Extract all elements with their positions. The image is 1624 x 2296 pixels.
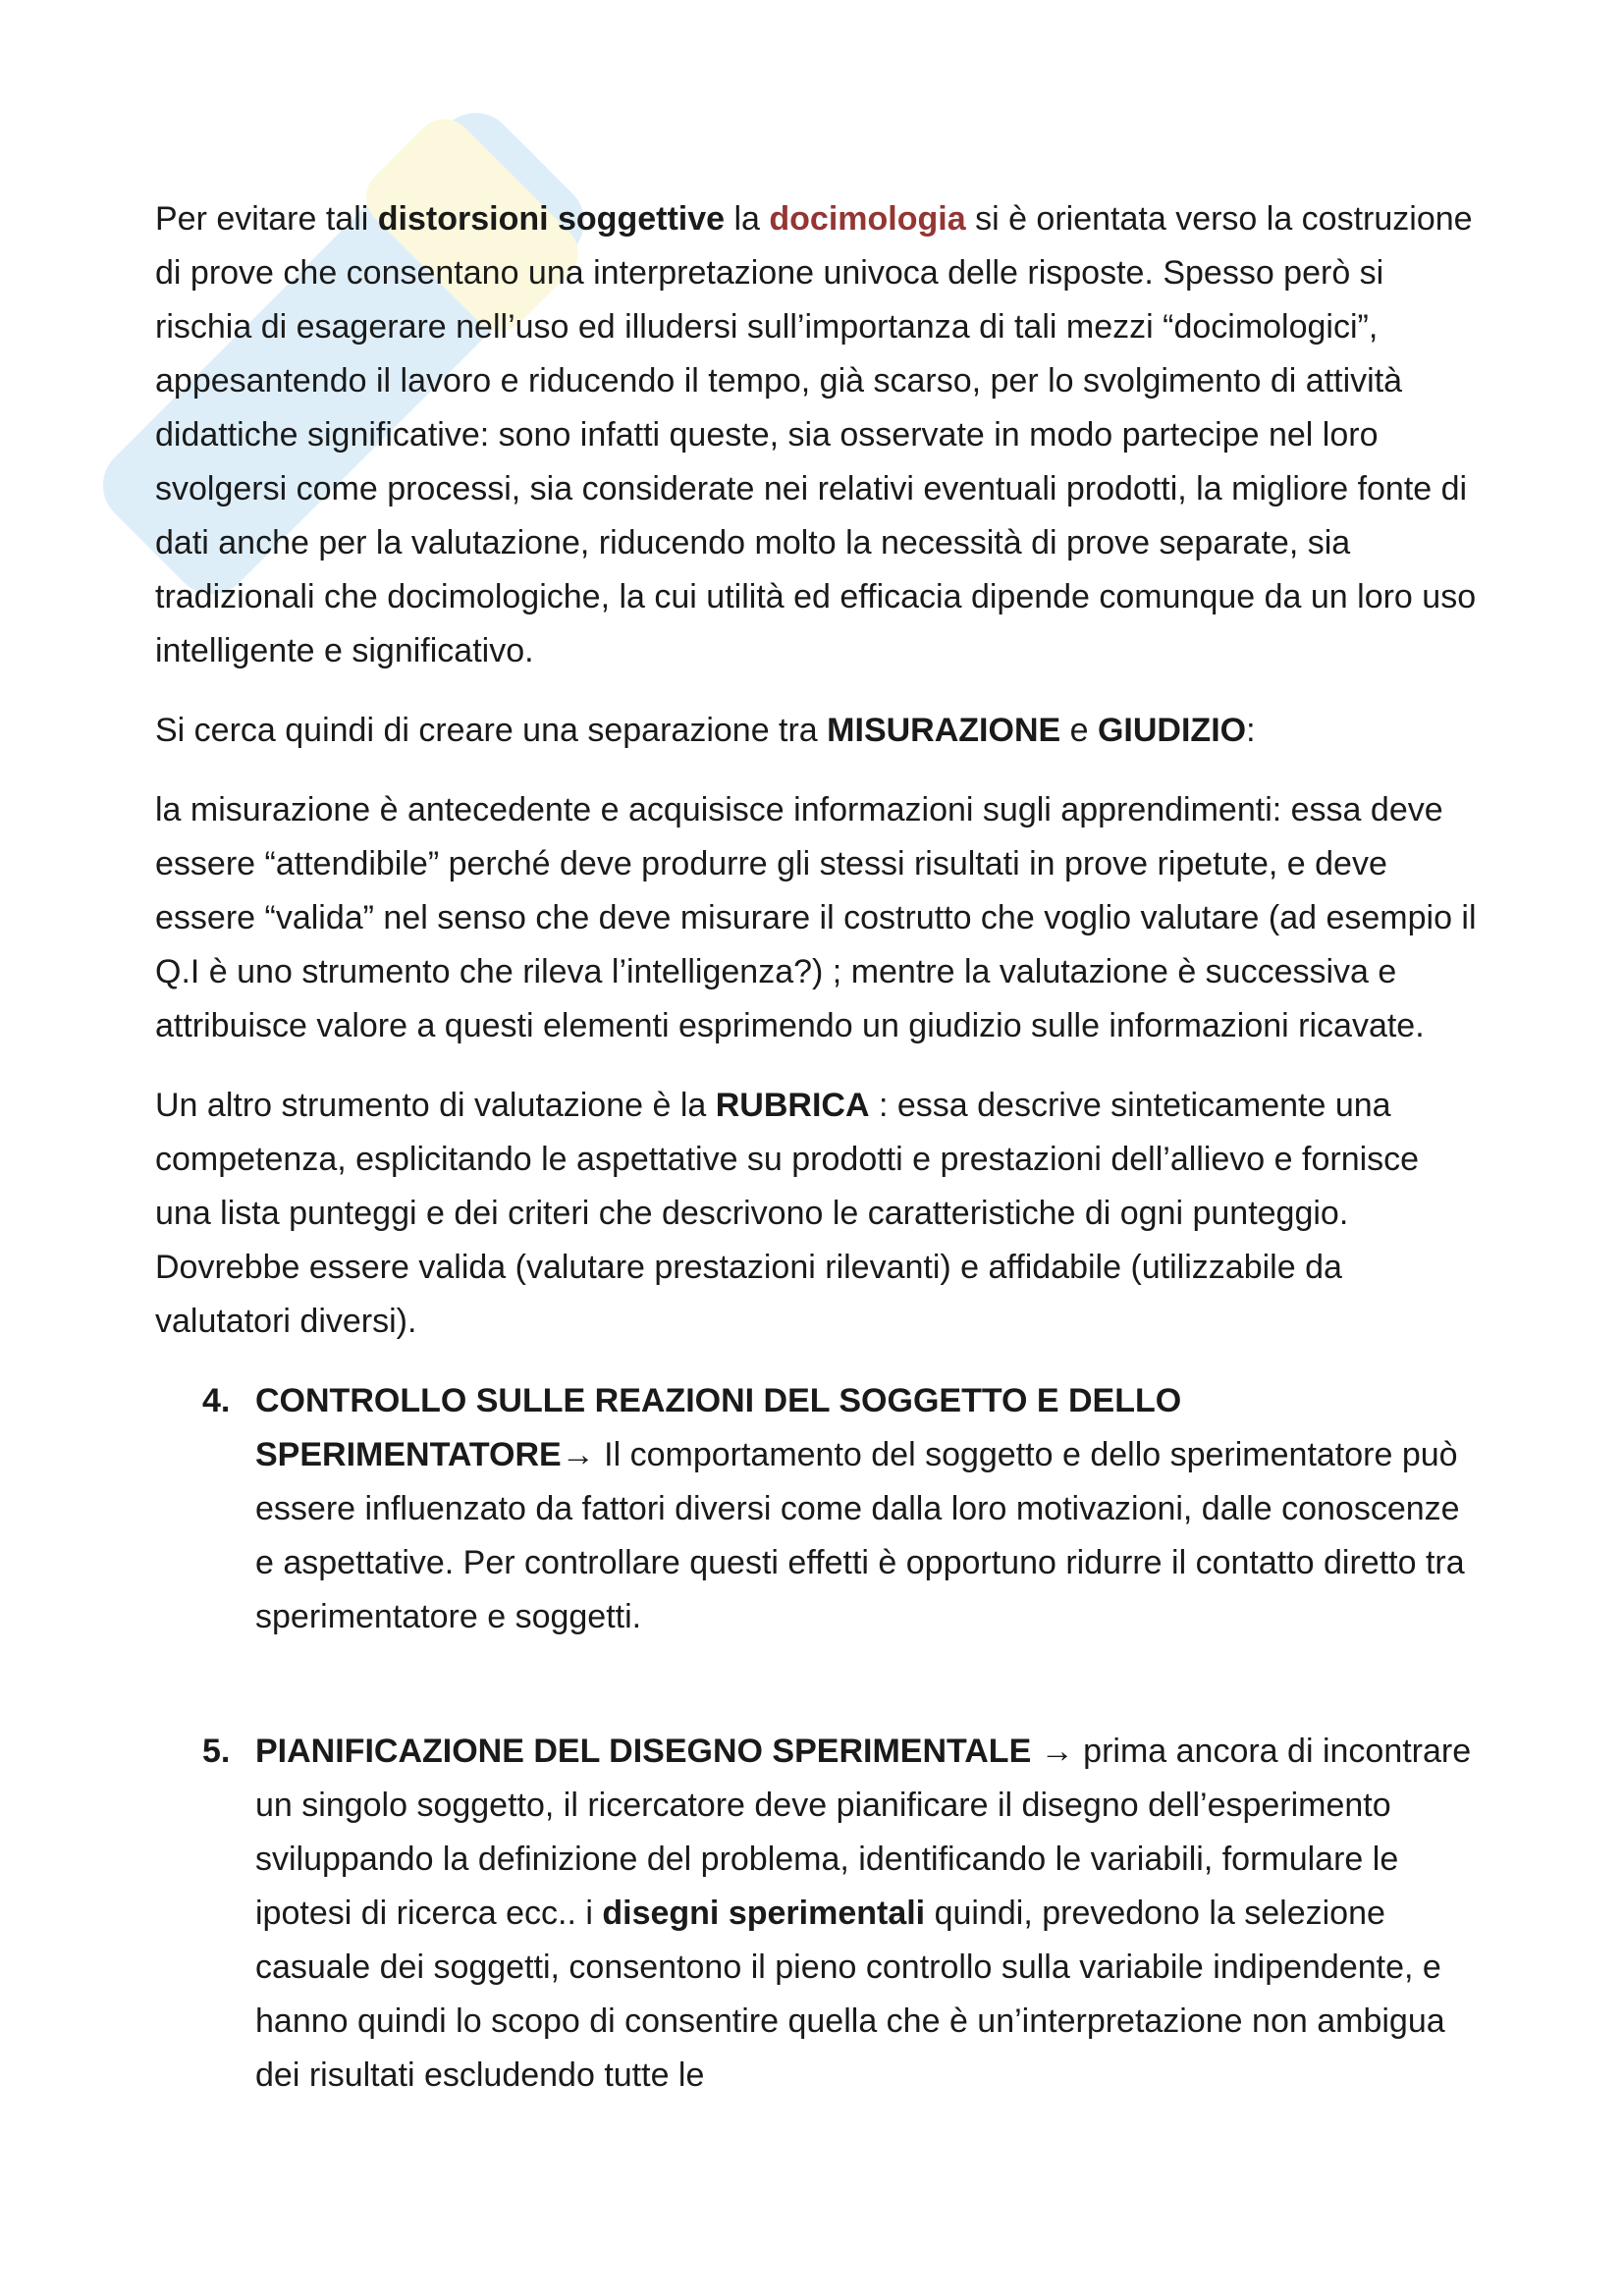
arrow-icon: → bbox=[561, 1436, 595, 1473]
list-item-4: 4. CONTROLLO SULLE REAZIONI DEL SOGGETTO E DELLO SPERIMENTATORE→ Il comportamento del soggetto e dello sperimentatore può essere influenzato da fattori diversi come dalla loro motivazioni, dalle conoscenze e aspettative. Per controllare questi effetti è opportuno ridurre il contatto diretto tra sperimentatore e soggetti. bbox=[155, 1374, 1481, 1644]
paragraph-rubrica: Un altro strumento di valutazione è la RUBRICA : essa descrive sinteticamente una competenza, esplicitando le aspettative su prodotti e prestazioni dell’allievo e fornisce una lista punteggi e dei criteri che descrivono le caratteristiche di ogni punteggio. Dovrebbe essere valida (valutare prestazioni rilevanti) e affidabile (utilizzabile da valutatori diversi). bbox=[155, 1087, 1420, 1340]
list-item-5: 5. PIANIFICAZIONE DEL DISEGNO SPERIMENTALE → prima ancora di incontrare un singolo soggetto, il ricercatore deve pianificare il disegno dell’esperimento sviluppando la definizione del problema, identificando le variabili, formulare le ipotesi di ricerca ecc.. i disegni sperimentali quindi, prevedono la selezione casuale dei soggetti, consentono il pieno controllo sulla variabile indipendente, e hanno quindi lo scopo di consentire quella che è un’interpretazione non ambigua dei risultati escludendo tutte le bbox=[155, 1725, 1481, 2103]
arrow-icon: → bbox=[1031, 1733, 1074, 1770]
term-disegni-sperimentali: disegni sperimentali bbox=[602, 1895, 926, 1932]
term-docimologia: docimologia bbox=[769, 200, 966, 238]
term-distorsioni-soggettive: distorsioni soggettive bbox=[377, 200, 726, 238]
paragraph-misurazione-giudizio: Si cerca quindi di creare una separazione tra MISURAZIONE e GIUDIZIO: bbox=[155, 712, 1256, 749]
paragraph-docimologia: Per evitare tali distorsioni soggettive la docimologia si è orientata verso la costruzione di prove che consentano una interpretazione univoca delle risposte. Spesso però si rischia di esagerare nell’uso ed illudersi sull’importanza di tali mezzi “docimologici”, appesantendo il lavoro e riducendo il tempo, già scarso, per lo svolgimento di attività didattiche significative: sono infatti queste, sia osservate in modo partecipe nel loro svolgersi come processi, sia considerate nei relativi eventuali prodotti, la migliore fonte di dati anche per la valutazione, riducendo molto la necessità di prove separate, sia tradizionali che docimologiche, la cui utilità ed efficacia dipende comunque da un loro uso intelligente e significativo. bbox=[155, 200, 1477, 669]
term-giudizio: GIUDIZIO bbox=[1097, 712, 1247, 749]
list-item-title: PIANIFICAZIONE DEL DISEGNO SPERIMENTALE bbox=[255, 1733, 1032, 1770]
term-rubrica: RUBRICA bbox=[715, 1087, 870, 1124]
list-item-title: CONTROLLO SULLE REAZIONI DEL SOGGETTO E DELLO SPERIMENTATORE bbox=[255, 1382, 1182, 1473]
numbered-list bbox=[155, 1374, 1481, 2103]
term-misurazione: MISURAZIONE bbox=[827, 712, 1061, 749]
document-body bbox=[155, 192, 1481, 2128]
list-number: 4. bbox=[202, 1382, 231, 1419]
paragraph-misurazione: la misurazione è antecedente e acquisisce informazioni sugli apprendimenti: essa deve essere “attendibile” perché deve produrre gli stessi risultati in prove ripetute, e deve essere “valida” nel senso che deve misurare il costrutto che voglio valutare (ad esempio il Q.I è uno strumento che rileva l’intelligenza?) ; mentre la valutazione è successiva e attribuisce valore a questi elementi esprimendo un giudizio sulle informazioni ricavate. bbox=[155, 791, 1477, 1044]
list-number: 5. bbox=[202, 1733, 231, 1770]
